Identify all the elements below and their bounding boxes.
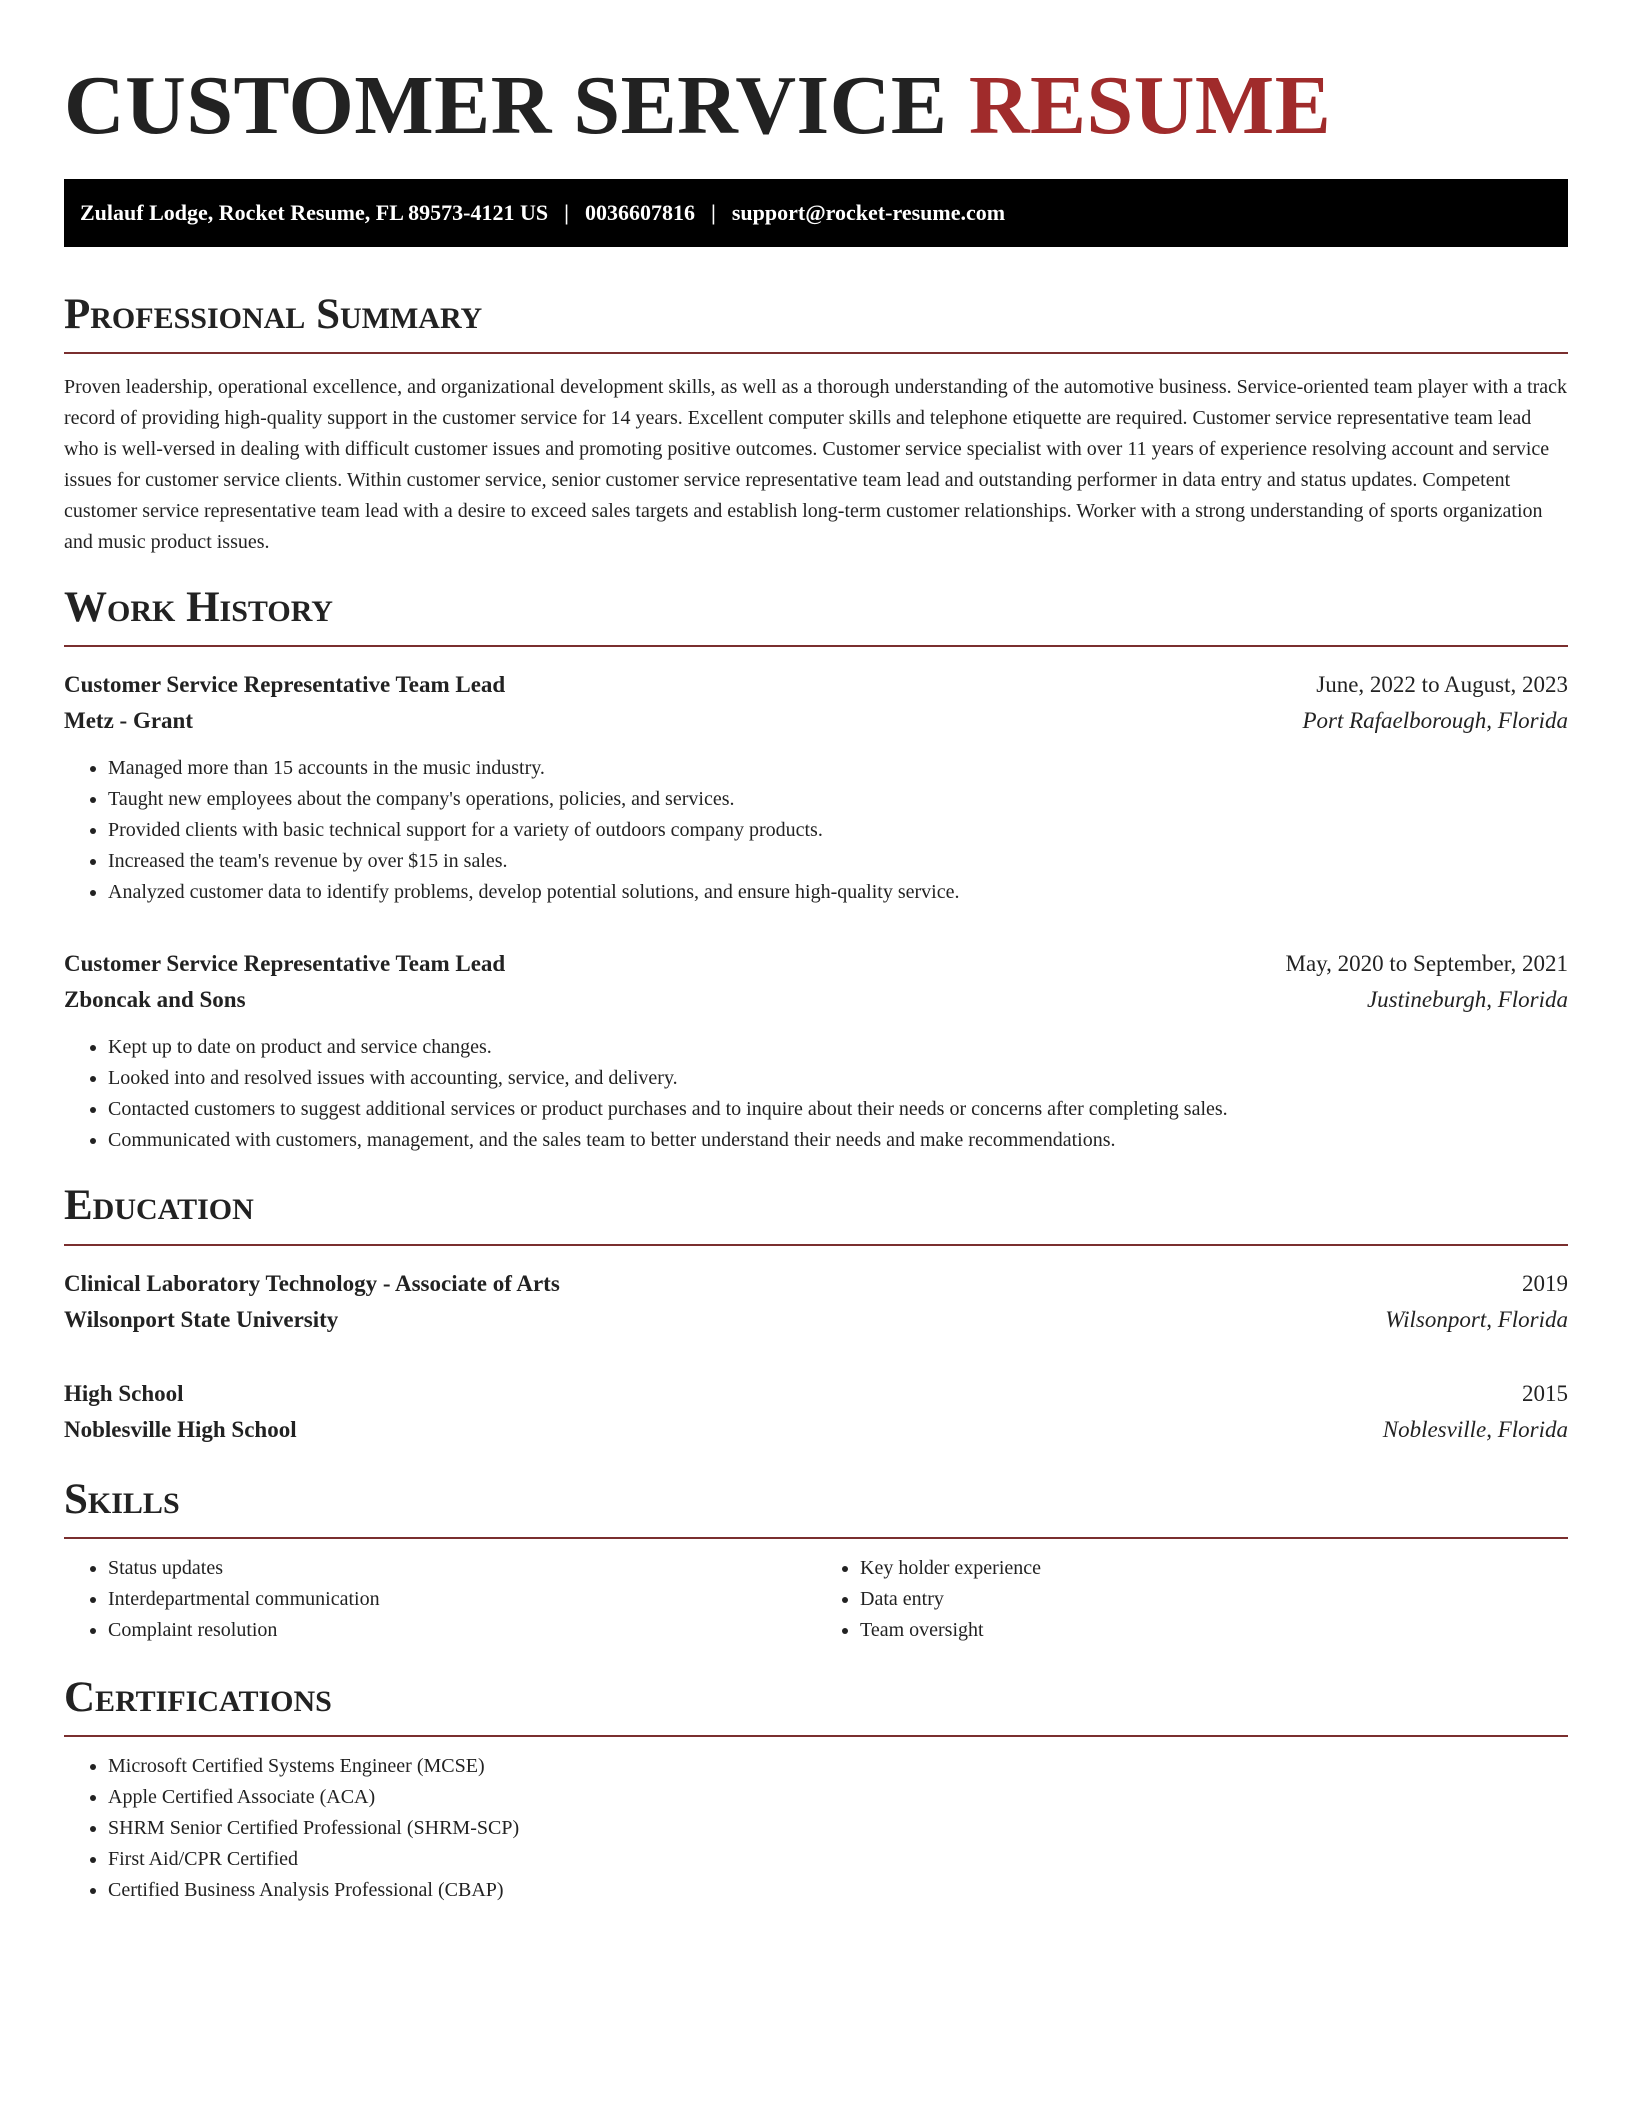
list-item: • Complaint resolution [108,1615,816,1646]
list-item: • Data entry [860,1584,1568,1615]
contact-address: Zulauf Lodge, Rocket Resume, FL 89573-4121 US [80,199,549,225]
list-item: • Taught new employees about the company's operations, policies, and services. [108,784,1568,815]
job-header-row [64,667,1568,703]
list-item: • Certified Business Analysis Professional (CBAP) [108,1875,1568,1906]
education-entry [64,1266,1568,1338]
list-item: • Status updates [108,1553,816,1584]
work-history-heading: Work History [64,584,1568,647]
resume-title [64,56,1568,157]
certifications-section [64,1674,1568,1906]
summary-heading: Professional Summary [64,291,1568,354]
education-school: Noblesville High School [64,1416,297,1442]
job-bullets [64,753,1568,908]
skills-grid [64,1553,1568,1646]
certifications-heading: Certifications [64,1674,1568,1737]
list-item: • Team oversight [860,1615,1568,1646]
education-year: 2015 [1522,1380,1568,1406]
job-company-row [64,703,1568,739]
title-main: CUSTOMER SERVICE [64,59,948,152]
list-item: • Communicated with customers, management, and the sales team to better understand their needs and make recommendations. [108,1125,1568,1156]
job-location: Justineburgh, Florida [1366,987,1568,1013]
education-heading: Education [64,1182,1568,1245]
list-item: • Analyzed customer data to identify problems, develop potential solutions, and ensure high-quality service. [108,877,1568,908]
contact-phone: 0036607816 [584,199,695,225]
education-school-row [64,1412,1568,1448]
job-bullets [64,1032,1568,1156]
list-item: • SHRM Senior Certified Professional (SHRM-SCP) [108,1813,1568,1844]
contact-separator: | [564,199,569,225]
work-history-section [64,584,1568,1156]
education-header-row [64,1376,1568,1412]
title-accent: RESUME [968,59,1332,152]
skills-right-list [816,1553,1568,1646]
summary-text: Proven leadership, operational excellence, and organizational development skills, as well as a thorough understanding of the automotive business. Service-oriented team player with a track record of providing high-quality support in the customer service for 14 years. Excellent computer skills and telephone etiquette are required. Customer service representative team lead who is well-versed in dealing with difficult customer issues and promoting positive outcomes. Customer service specialist with over 11 years of experience resolving account and service issues for customer service clients. Within customer service, senior customer service representative team lead and outstanding performer in data entry and status updates. Competent customer service representative team lead with a desire to exceed sales targets and establish long-term customer relationships. Worker with a strong understanding of sports organization and music product issues. [64,376,1568,554]
education-school-row [64,1302,1568,1338]
list-item: • Kept up to date on product and service changes. [108,1032,1568,1063]
job-entry [64,667,1568,908]
job-company: Metz - Grant [64,708,193,734]
job-location: Port Rafaelborough, Florida [1302,708,1568,734]
list-item: • Managed more than 15 accounts in the music industry. [108,753,1568,784]
job-entry [64,946,1568,1156]
education-degree: Clinical Laboratory Technology - Associate of Arts [64,1270,560,1296]
education-location: Wilsonport, Florida [1385,1306,1568,1332]
education-degree: High School [64,1380,184,1406]
education-entry [64,1376,1568,1448]
skills-section [64,1476,1568,1646]
education-school: Wilsonport State University [64,1306,339,1332]
list-item: • Apple Certified Associate (ACA) [108,1782,1568,1813]
summary-section [64,291,1568,558]
job-title: Customer Service Representative Team Lead [64,951,506,977]
certifications-list [64,1751,1568,1906]
list-item: • Microsoft Certified Systems Engineer (MCSE) [108,1751,1568,1782]
job-dates: May, 2020 to September, 2021 [1285,951,1568,977]
list-item: • Provided clients with basic technical support for a variety of outdoors company products. [108,815,1568,846]
list-item: • Contacted customers to suggest additional services or product purchases and to inquire about their needs or concerns after completing sales. [108,1094,1568,1125]
list-item: • Interdepartmental communication [108,1584,816,1615]
list-item: • First Aid/CPR Certified [108,1844,1568,1875]
contact-email[interactable]: support@rocket-resume.com [731,199,1006,225]
job-title: Customer Service Representative Team Lead [64,672,506,698]
job-company-row [64,982,1568,1018]
job-header-row [64,946,1568,982]
education-section [64,1182,1568,1447]
list-item: • Looked into and resolved issues with accounting, service, and delivery. [108,1063,1568,1094]
education-year: 2019 [1522,1270,1568,1296]
list-item: • Key holder experience [860,1553,1568,1584]
skills-heading: Skills [64,1476,1568,1539]
job-company: Zboncak and Sons [64,987,246,1013]
skills-left-list [64,1553,816,1646]
job-dates: June, 2022 to August, 2023 [1316,672,1568,698]
education-location: Noblesville, Florida [1382,1416,1568,1442]
contact-separator: | [710,199,716,225]
contact-bar [64,179,1568,247]
education-header-row [64,1266,1568,1302]
list-item: • Increased the team's revenue by over $15 in sales. [108,846,1568,877]
